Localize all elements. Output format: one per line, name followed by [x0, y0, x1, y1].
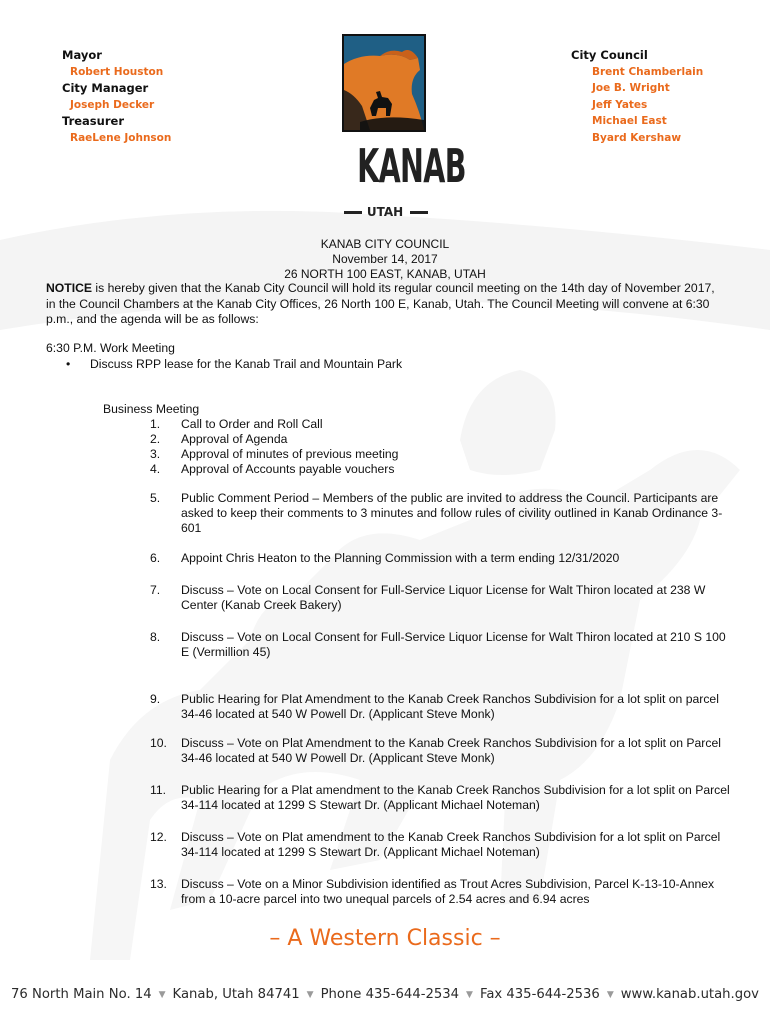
- logo-subtitle: [340, 202, 430, 220]
- agenda-item-number: 3.: [150, 447, 161, 461]
- council-member: Michael East: [592, 115, 667, 127]
- agenda-item: [150, 830, 735, 860]
- agenda-item-text: Public Hearing for Plat Amendment to the Kanab Creek Ranchos Subdivision for a lot split on parcel 34-46 located at 540 W Powell Dr. (Applicant Steve Monk): [181, 692, 719, 721]
- agenda-item-text: Appoint Chris Heaton to the Planning Commission with a term ending 12/31/2020: [181, 551, 620, 565]
- city-manager-name: Joseph Decker: [70, 98, 155, 111]
- agenda-item-text: Public Comment Period – Members of the public are invited to address the Council. Participants are asked to keep their comments to 3 minutes and follow rules of civility outlined in Kanab Ordinance 3-601: [181, 491, 723, 535]
- footer-separator-icon: ▼: [306, 990, 314, 1000]
- agenda-item-text: Discuss – Vote on Plat Amendment to the Kanab Creek Ranchos Subdivision for a lot split on Parcel 34-46 located at 540 W Powell Dr. (Applicant Steve Monk): [181, 736, 721, 765]
- logo-emblem: [340, 34, 430, 134]
- kanab-logo: [340, 34, 466, 224]
- notice-text: is hereby given that the Kanab City Council will hold its regular council meeting on the 14th day of November 2017, in the Council Chambers at the Kanab City Offices, 26 North 100 E, Kanab, Utah. The Council Meeting will convene at 6:30 p.m., and the agenda will be as follows:: [46, 281, 715, 326]
- agenda-item-number: 7.: [150, 583, 161, 597]
- agenda-item-text: Discuss – Vote on a Minor Subdivision identified as Trout Acres Subdivision, Parcel K-13-10-Annex from a 10-acre parcel into two unequal parcels of 2.54 acres and 6.94 acres: [181, 877, 715, 906]
- meeting-title: KANAB CITY COUNCIL: [320, 237, 450, 251]
- footer-contact: [0, 984, 770, 1007]
- treasurer-label: Treasurer: [62, 114, 124, 128]
- agenda-item-number: 13.: [150, 877, 167, 891]
- footer-separator-icon: ▼: [158, 990, 166, 1000]
- agenda-item-number: 5.: [150, 491, 161, 505]
- footer-separator-icon: ▼: [606, 990, 614, 1000]
- agenda-item: [150, 783, 735, 813]
- footer-separator-icon: ▼: [466, 990, 473, 1000]
- logo-rule-left: [344, 211, 362, 214]
- agenda-item-text: Call to Order and Roll Call: [181, 417, 323, 431]
- agenda-item: [150, 583, 735, 613]
- city-council-list: [571, 47, 703, 146]
- agenda-item-number: 4.: [150, 462, 161, 476]
- mayor-label: Mayor: [62, 48, 102, 62]
- meeting-date: November 14, 2017: [332, 252, 438, 266]
- council-member: Byard Kershaw: [592, 131, 682, 144]
- agenda-item-text: Discuss – Vote on Local Consent for Full-Service Liquor License for Walt Thiron located at 238 W Center (Kanab Creek Bakery): [181, 583, 706, 612]
- treasurer-name: RaeLene Johnson: [70, 131, 172, 144]
- work-meeting-item-text: Discuss RPP lease for the Kanab Trail and Mountain Park: [90, 357, 403, 371]
- agenda-item-number: 8.: [150, 630, 161, 644]
- agenda-item: [150, 432, 735, 447]
- notice-lead: NOTICE: [46, 281, 93, 295]
- agenda-item-number: 6.: [150, 551, 161, 565]
- footer-city: Kanab, Utah 84741: [172, 987, 300, 1002]
- footer-address: 76 North Main No. 14: [11, 987, 152, 1002]
- agenda-item-text: Approval of Agenda: [181, 432, 288, 446]
- footer-website[interactable]: www.kanab.utah.gov: [620, 987, 759, 1002]
- agenda-item: [150, 551, 735, 566]
- tagline: – A Western Classic –: [269, 926, 501, 951]
- mayor-name: Robert Houston: [70, 65, 164, 78]
- agenda-item-number: 9.: [150, 692, 161, 706]
- bullet-icon: •: [66, 357, 71, 371]
- agenda-item: [150, 736, 735, 766]
- council-member: Jeff Yates: [592, 98, 648, 111]
- agenda-item-text: Approval of minutes of previous meeting: [181, 447, 399, 461]
- business-meeting-heading: Business Meeting: [103, 402, 200, 416]
- agenda-item-number: 11.: [150, 783, 167, 797]
- footer-phone: Phone 435-644-2534: [320, 987, 460, 1002]
- agenda-item: [150, 491, 735, 536]
- agenda-item-number: 1.: [150, 417, 161, 431]
- agenda-item: [150, 417, 735, 432]
- council-member: Joe B. Wright: [592, 82, 670, 94]
- agenda-item-text: Public Hearing for a Plat amendment to the Kanab Creek Ranchos Subdivision for a lot split on Parcel 34-114 located at 1299 S Stewart Dr. (Applicant Michael Noteman): [181, 783, 730, 812]
- agenda-item-number: 2.: [150, 432, 161, 446]
- agenda-item: [150, 877, 735, 907]
- notice-paragraph: [46, 281, 726, 328]
- work-meeting-heading: 6:30 P.M. Work Meeting: [46, 341, 175, 355]
- logo-state: UTAH: [366, 205, 404, 219]
- city-council-label: City Council: [571, 48, 648, 62]
- city-officials-left: [62, 47, 171, 146]
- agenda-item-text: Approval of Accounts payable vouchers: [181, 462, 395, 476]
- agenda-item: [150, 692, 735, 722]
- agenda-item: [150, 630, 735, 660]
- agenda-item-number: 10.: [150, 736, 167, 750]
- agenda-item-text: Discuss – Vote on Local Consent for Full-Service Liquor License for Walt Thiron located at 210 S 100 E (Vermillion 45): [181, 630, 726, 659]
- agenda-item-number: 12.: [150, 830, 167, 844]
- meeting-address: 26 NORTH 100 EAST, KANAB, UTAH: [284, 267, 486, 281]
- city-manager-label: City Manager: [62, 81, 149, 95]
- agenda-item: [150, 447, 735, 462]
- agenda-item: [150, 462, 735, 477]
- logo-wordmark: KANAB: [357, 139, 466, 193]
- logo-rule-right: [410, 211, 428, 214]
- agenda-item-text: Discuss – Vote on Plat amendment to the Kanab Creek Ranchos Subdivision for a lot split on Parcel 34-114 located at 1299 S Stewart Dr. (Applicant Michael Noteman): [181, 830, 721, 859]
- council-member: Brent Chamberlain: [592, 65, 704, 78]
- footer-fax: Fax 435-644-2536: [479, 987, 600, 1002]
